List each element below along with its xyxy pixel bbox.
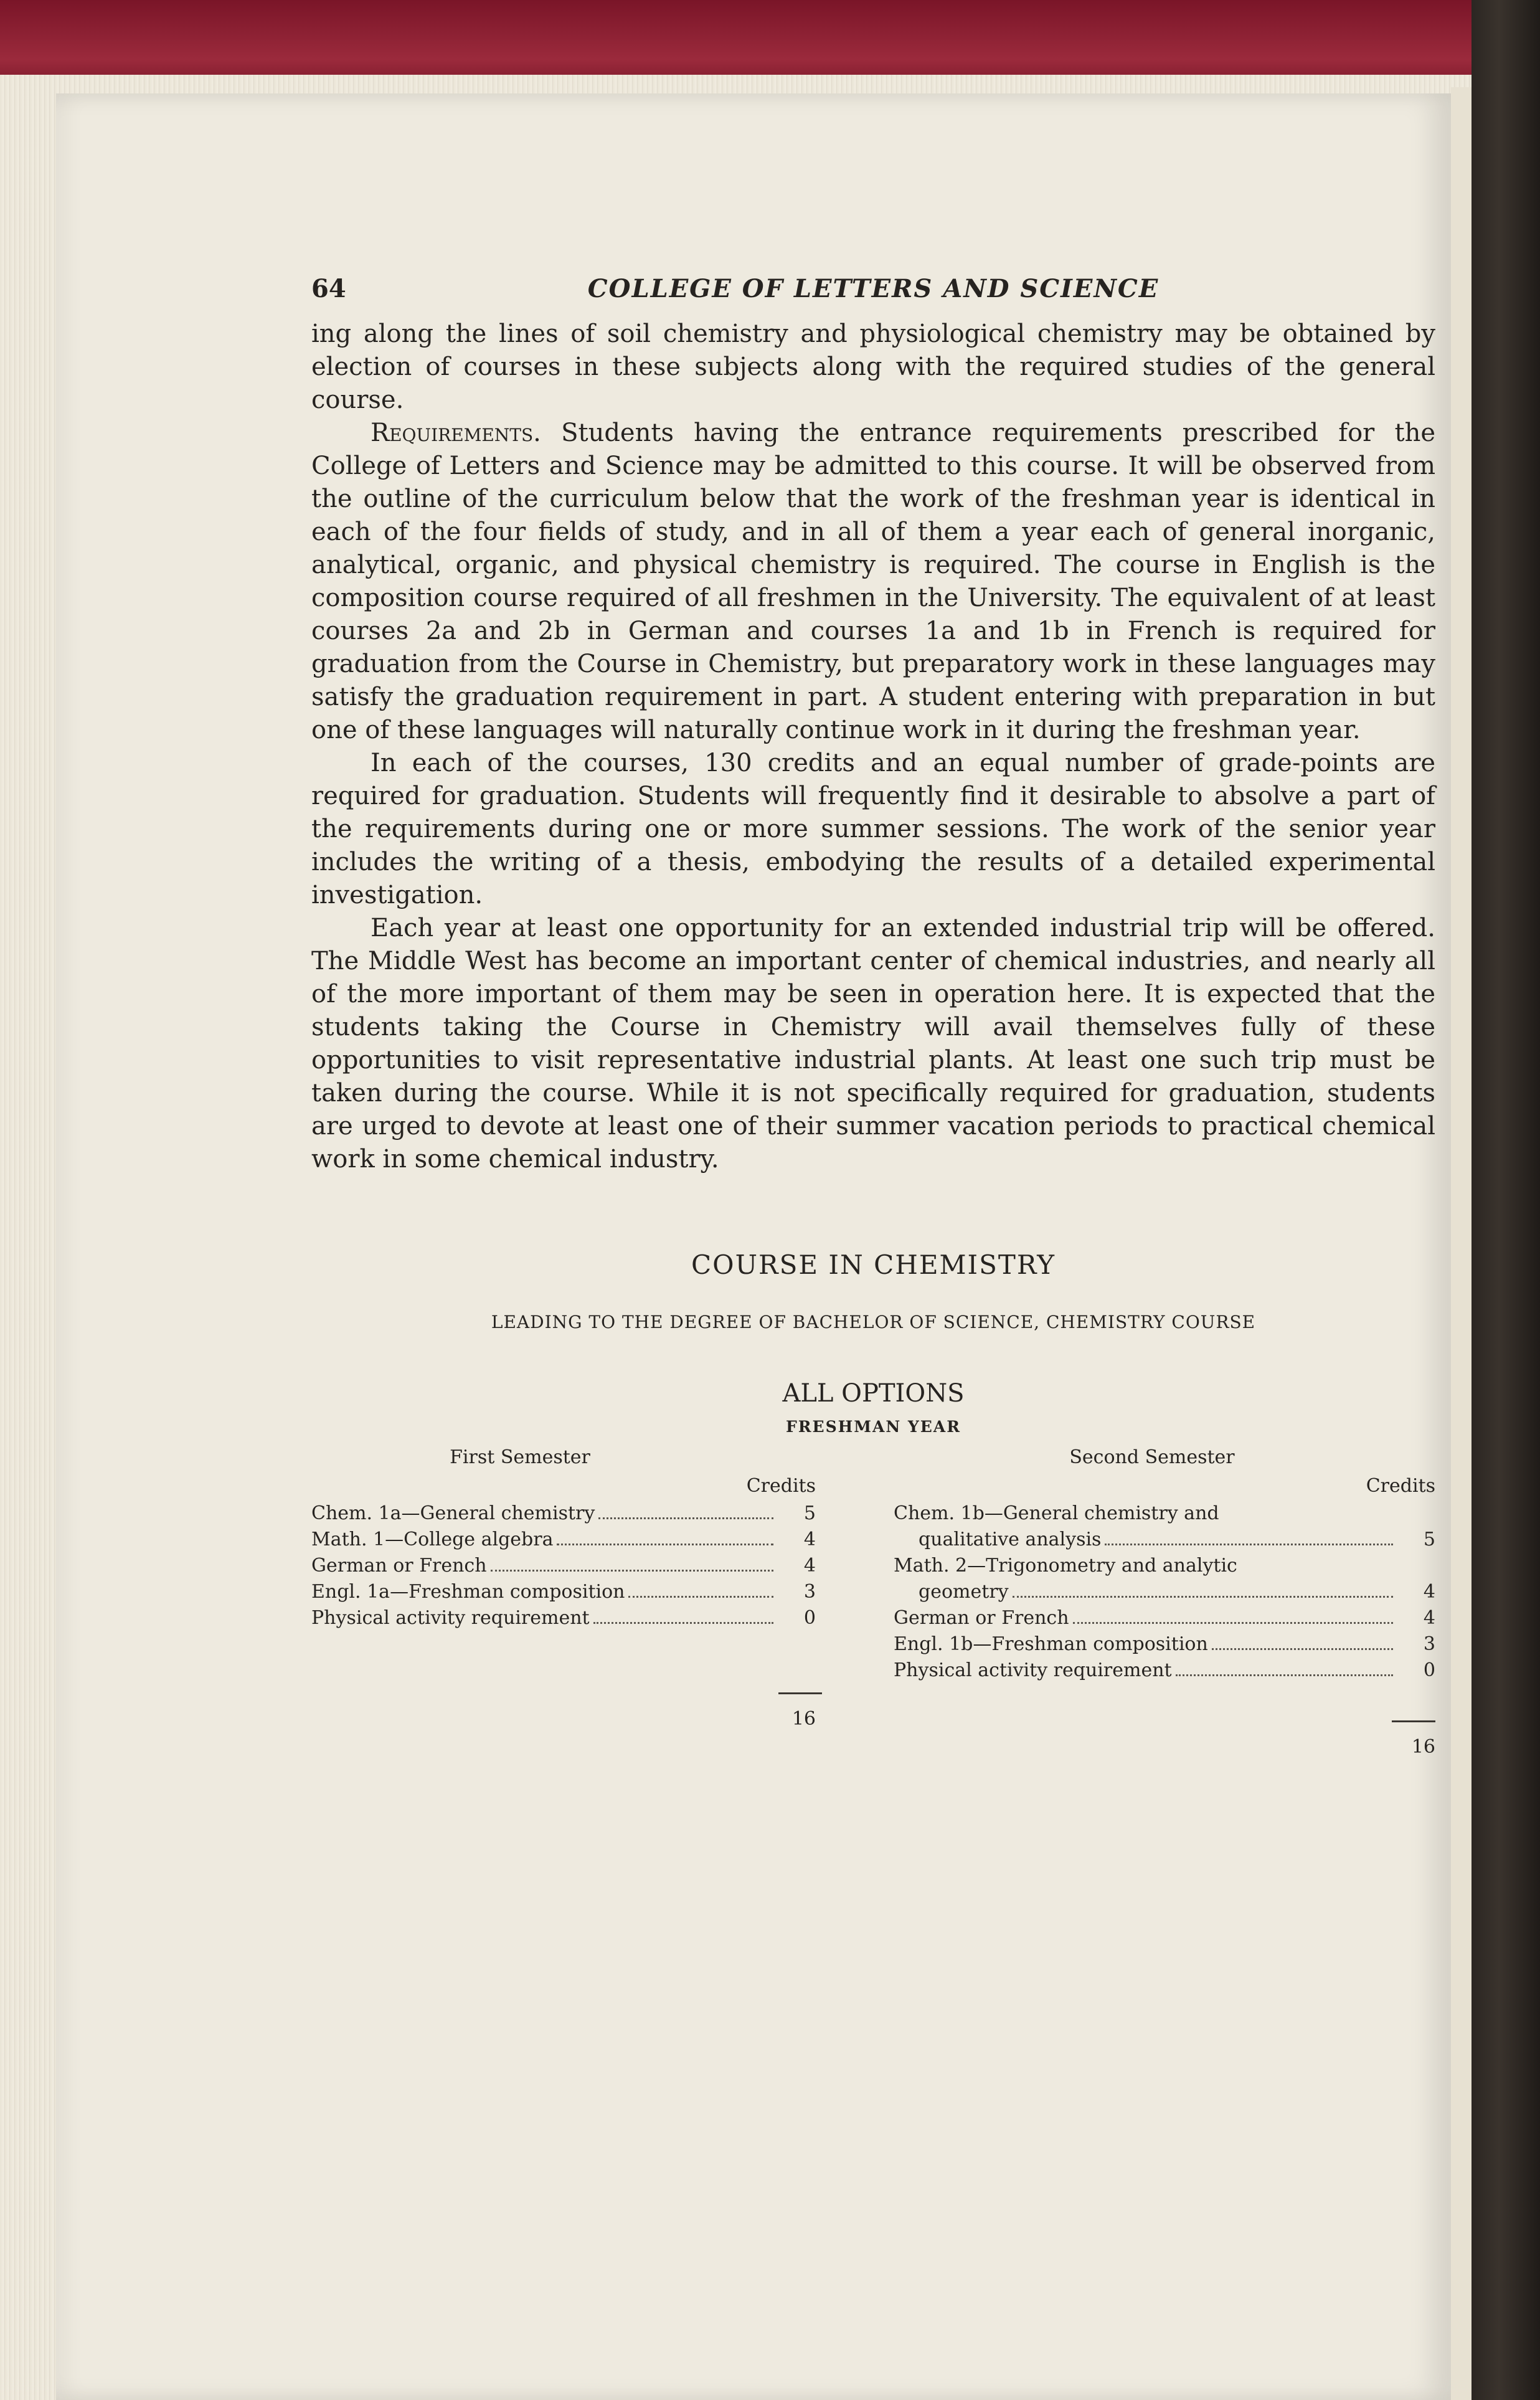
course-row bbox=[311, 1502, 816, 1529]
second-semester-heading: Second Semester bbox=[1069, 1446, 1235, 1468]
course-name: Engl. 1a—Freshman composition bbox=[311, 1581, 625, 1603]
dot-leader bbox=[593, 1622, 773, 1624]
course-credit: 5 bbox=[803, 1502, 816, 1524]
course-row bbox=[311, 1529, 816, 1555]
course-credit: 3 bbox=[1423, 1633, 1435, 1655]
course-credit: 4 bbox=[803, 1555, 816, 1577]
dot-leader bbox=[1105, 1544, 1393, 1545]
course-credit: 0 bbox=[803, 1607, 816, 1629]
course-name: Math. 1—College algebra bbox=[311, 1529, 554, 1550]
course-name: Chem. 1a—General chemistry bbox=[311, 1502, 595, 1524]
second-semester bbox=[894, 1446, 1435, 1758]
course-name: Math. 2—Trigonometry and analytic bbox=[894, 1555, 1237, 1577]
course-row bbox=[311, 1555, 816, 1581]
page-content bbox=[311, 274, 1435, 1795]
options-title: ALL OPTIONS bbox=[782, 1379, 965, 1408]
total-rule bbox=[1392, 1720, 1435, 1722]
course-credit: 4 bbox=[803, 1529, 816, 1550]
dot-leader bbox=[1176, 1674, 1393, 1676]
paragraph-continuation: ing along the lines of soil chemistry and physiological chemistry may be obtained by election of courses in these subjects along with the required studies of the general course. bbox=[311, 320, 1435, 414]
course-row bbox=[311, 1607, 816, 1633]
course-credit: 3 bbox=[803, 1581, 816, 1603]
book-page bbox=[56, 93, 1451, 2400]
dot-leader bbox=[557, 1544, 773, 1545]
course-title: COURSE IN CHEMISTRY bbox=[691, 1250, 1056, 1280]
course-row bbox=[894, 1502, 1435, 1529]
course-name: Physical activity requirement bbox=[311, 1607, 590, 1629]
course-row bbox=[311, 1581, 816, 1607]
course-name-continued: qualitative analysis bbox=[919, 1529, 1102, 1550]
course-credit: 4 bbox=[1423, 1581, 1435, 1603]
course-row bbox=[894, 1555, 1435, 1581]
first-semester-credits-label: Credits bbox=[746, 1475, 816, 1497]
page-number: 64 bbox=[311, 274, 346, 303]
dot-leader bbox=[1013, 1596, 1393, 1598]
paragraph-credits: In each of the courses, 130 credits and an equal number of grade-points are required for graduation. Students will frequently find it desirable to absolve a part of the requirements during one or more summer sessions. The work of the senior year includes the writing of a thesis, embodying the results of a detailed experimental investigation. bbox=[311, 749, 1435, 909]
course-row-continuation bbox=[894, 1529, 1435, 1555]
course-name: German or French bbox=[311, 1555, 487, 1577]
year-title: FRESHMAN YEAR bbox=[786, 1418, 961, 1436]
course-credit: 0 bbox=[1423, 1659, 1435, 1681]
requirements-text: Students having the entrance requirements prescribed for the College of Letters and Science may be admitted to this course. It will be observed from the outline of the curriculum below that the work of the freshman year is identical in each of the four fields of study, and in all of them a year each of general inorganic, analytical, organic, and physical chemistry is required. The course in English is the composition course required of all freshmen in the University. The equivalent of at least courses 2a and 2b in German and courses 1a and 1b in French is required for graduation from the Course in Chemistry, but preparatory work in these languages may satisfy the graduation requirement in part. A student entering with preparation in but one of these languages will naturally continue work in it during the freshman year. bbox=[311, 419, 1435, 744]
course-name: Engl. 1b—Freshman composition bbox=[894, 1633, 1208, 1655]
first-semester bbox=[311, 1446, 816, 1730]
dot-leader bbox=[598, 1517, 773, 1519]
course-name: Chem. 1b—General chemistry and bbox=[894, 1502, 1219, 1524]
course-name-continued: geometry bbox=[919, 1581, 1009, 1603]
second-semester-total: 16 bbox=[1411, 1736, 1435, 1758]
first-semester-heading: First Semester bbox=[450, 1446, 590, 1468]
paragraph-industrial-trip: Each year at least one opportunity for an extended industrial trip will be offered. The Middle West has become an important center of chemical industries, and nearly all of the more important of them may be seen in operation here. It is expected that the students taking the Course in Chemistry will avail themselves fully of these opportunities to visit representative industrial plants. At least one such trip must be taken during the course. While it is not specifically required for graduation, students are urged to devote at least one of their summer vacation periods to practical chemical work in some chemical industry. bbox=[311, 914, 1435, 1174]
dot-leader bbox=[1073, 1622, 1393, 1624]
paragraph-requirements bbox=[311, 417, 1435, 747]
course-row bbox=[894, 1659, 1435, 1686]
course-name: Physical activity requirement bbox=[894, 1659, 1172, 1681]
first-semester-total: 16 bbox=[791, 1708, 816, 1730]
course-row-continuation bbox=[894, 1581, 1435, 1607]
course-subtitle: LEADING TO THE DEGREE OF BACHELOR OF SCIENCE, CHEMISTRY COURSE bbox=[491, 1312, 1256, 1332]
second-semester-credits-label: Credits bbox=[1366, 1475, 1435, 1497]
course-row bbox=[894, 1607, 1435, 1633]
book-cover-right bbox=[1472, 0, 1540, 2400]
dot-leader bbox=[1212, 1648, 1393, 1650]
course-credit: 4 bbox=[1423, 1607, 1435, 1629]
requirements-label: Requirements. bbox=[371, 419, 541, 447]
running-head bbox=[311, 274, 1435, 318]
course-row bbox=[894, 1633, 1435, 1659]
course-credit: 5 bbox=[1423, 1529, 1435, 1550]
running-title: COLLEGE OF LETTERS AND SCIENCE bbox=[587, 274, 1160, 303]
dot-leader bbox=[628, 1596, 773, 1598]
curriculum-table bbox=[311, 1446, 1435, 1795]
total-rule bbox=[778, 1692, 822, 1694]
course-name: German or French bbox=[894, 1607, 1069, 1629]
dot-leader bbox=[491, 1570, 773, 1572]
